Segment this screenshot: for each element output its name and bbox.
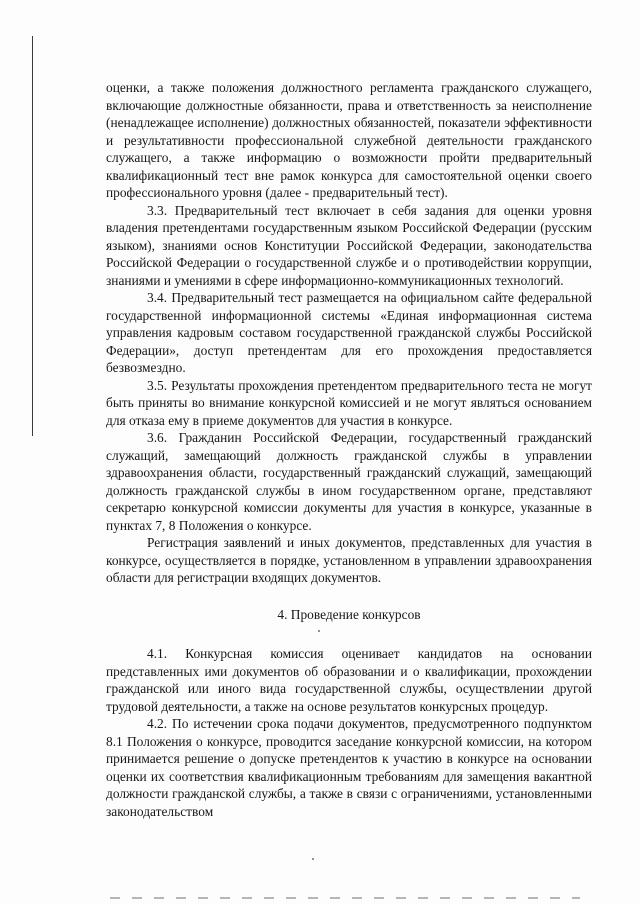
paragraph-3-3: 3.3. Предварительный тест включает в себя задания для оценки уровня владения претендентами государственным языком Российской Федерации (русским языком), знаниями основ Конституции Российской Федерации, законодательства Российской Федерации о государственной службе и о противодействии коррупции, знаниями и умениями в сфере информационно-коммуникационных технологий. [106,202,592,288]
scan-margin-line [32,36,33,436]
paragraph-intro-continuation: оценки, а также положения должностного регламента гражданского служащего, включающие должностные обязанности, права и ответственность за неисполнение (ненадлежащее исполнение) должностных обязанностей, показатели эффективности и результативности профессиональной служебной деятельности гражданского служащего, а также информацию о возможности пройти предварительный квалификационный тест вне рамок конкурса для самостоятельной оценки своего профессионального уровня (далее - предварительный тест). [106,80,592,200]
section-heading: 4. Проведение конкурсов [277,606,421,622]
paragraph-3-4: 3.4. Предварительный тест размещается на официальном сайте федеральной государственной информационной системы «Единая информационная система управления кадровым составом государственной гражданской службы Российской Федерации», доступ претендентам для его прохождения предоставляется безвозмездно. [106,290,592,375]
scan-footer-artifact [110,897,580,899]
paragraph-3-5: 3.5. Результаты прохождения претендентом предварительного теста не могут быть приняты во внимание конкурсной комиссией и не могут являться основанием для отказа ему в приеме документов для участия в конкурсе. [106,377,592,428]
document-body [106,79,592,820]
paragraph-registration: Регистрация заявлений и иных документов, представленных для участия в конкурсе, осуществляется в порядке, установленном в управлении здравоохранения области для регистрации входящих документов. [106,535,592,585]
paragraph-4-1: 4.1. Конкурсная комиссия оценивает кандидатов на основании представленных ими документов об образовании и о квалификации, прохождении гражданской или иного вида государственной службы, осуществлении другой трудовой деятельности, а также на основе результатов конкурсных процедур. [106,646,592,714]
paragraph-4-2: 4.2. По истечении срока подачи документов, предусмотренного подпунктом 8.1 Положения о конкурсе, проводится заседание конкурсной комиссии, на котором принимается решение о допуске претендентов к участию в конкурсе на основании оценки их соответствия квалификационным требованиям для замещения вакантной должности гражданской службы, а также в связи с ограничениями, установленными законодательством [106,716,592,819]
paragraph-3-6: 3.6. Гражданин Российской Федерации, государственный гражданский служащий, замещающий должность гражданской службы в управлении здравоохранения области, государственный гражданский служащий, замещающий должность гражданской службы в ином государственном органе, представляют секретарю конкурсной комиссии документы для участия в конкурсе, указанные в пунктах 7, 8 Положения о конкурсе. [106,430,592,533]
scan-speck [312,858,314,860]
scan-speck [318,630,320,632]
